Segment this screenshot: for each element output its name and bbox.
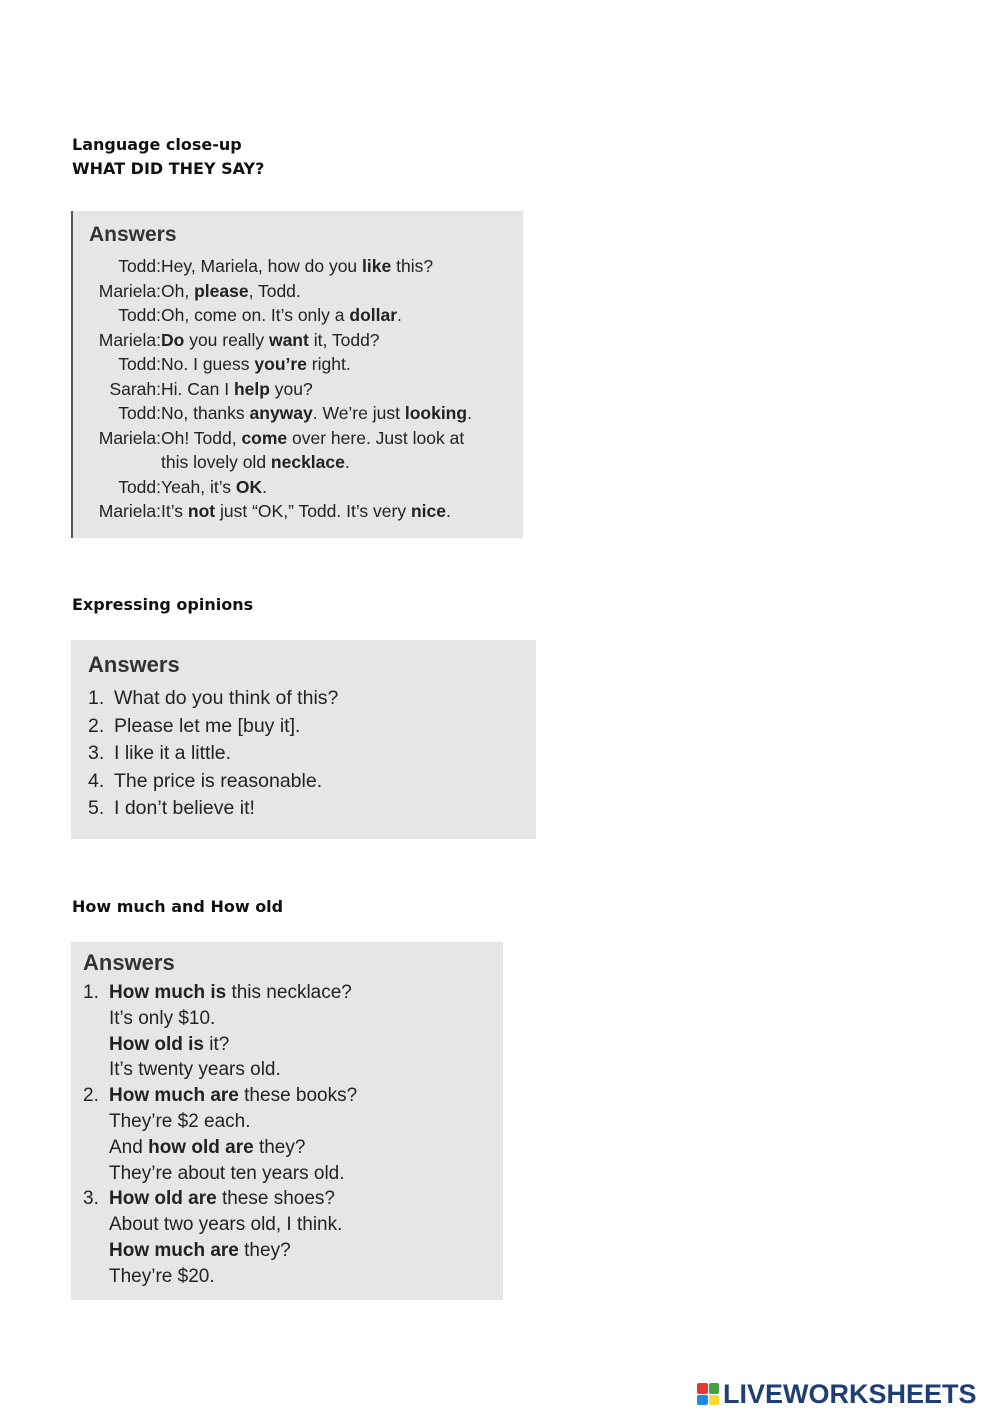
- answer-text: you really: [184, 329, 269, 350]
- answer-text: they?: [253, 1136, 306, 1158]
- answer-keyword: come: [241, 427, 288, 448]
- answer-text: this lovely old: [161, 452, 271, 472]
- item-number: [83, 1238, 109, 1264]
- logo-icon: [697, 1383, 719, 1405]
- dialogue-line: [89, 401, 523, 426]
- item-text: Please let me [buy it].: [114, 714, 301, 737]
- dialogue-text: [161, 450, 523, 475]
- speaker-name: Mariela:: [98, 501, 161, 521]
- qa-text: [109, 1161, 345, 1187]
- item-number: [83, 1161, 109, 1187]
- qa-line: [83, 1264, 503, 1290]
- answer-text: Hey, Mariela, how do you: [161, 256, 363, 276]
- answers-box-how-much: [71, 942, 503, 1300]
- answer-text: they?: [238, 1239, 291, 1261]
- qa-line: [83, 1186, 503, 1212]
- dialogue-text: [161, 279, 523, 304]
- answer-text: it, Todd?: [308, 329, 380, 350]
- answer-text: these shoes?: [216, 1188, 335, 1210]
- speaker-name: Mariela:: [98, 427, 161, 448]
- answer-text: About two years old, I think.: [109, 1214, 343, 1236]
- answer-keyword: you’re: [254, 354, 307, 374]
- speaker-name: Todd:: [118, 256, 161, 276]
- list-item: [88, 685, 536, 713]
- item-number: 2.: [88, 714, 105, 737]
- qa-text: [109, 1264, 215, 1290]
- qa-line: [83, 1006, 503, 1032]
- speaker-name: Todd:: [118, 403, 161, 423]
- item-number: [83, 1135, 109, 1161]
- speaker-name: [89, 450, 161, 475]
- answer-keyword: How much is: [109, 982, 227, 1003]
- answer-text: And: [109, 1136, 149, 1158]
- answer-keyword: anyway: [249, 403, 313, 423]
- answer-keyword: OK: [235, 476, 263, 497]
- answers-title: Answers: [88, 652, 180, 677]
- answer-text: No, thanks: [161, 403, 250, 423]
- speaker-name: Mariela:: [98, 280, 161, 301]
- item-text: I like it a little.: [114, 742, 232, 764]
- answer-text: just “OK,” Todd. It’s very: [215, 501, 411, 521]
- qa-line: [83, 1083, 503, 1109]
- speaker-name: Todd:: [118, 354, 161, 374]
- dialogue-line: [89, 352, 523, 377]
- answers-title: Answers: [83, 950, 175, 975]
- qa-line: [83, 980, 503, 1006]
- answer-text: this?: [391, 256, 434, 276]
- section-title-language: Language close-up: [72, 135, 242, 154]
- answer-text: Oh! Todd,: [161, 427, 242, 448]
- speaker-name: Sarah:: [109, 378, 161, 399]
- speaker-name: Mariela:: [98, 329, 161, 350]
- dialogue-line: [89, 450, 523, 475]
- answer-keyword: please: [194, 280, 249, 301]
- qa-line: [83, 1161, 503, 1187]
- answer-keyword: not: [187, 501, 216, 521]
- qa-text: [109, 1186, 335, 1212]
- dialogue-line: [89, 279, 523, 304]
- qa-line: [83, 1032, 503, 1058]
- dialogue-line: [89, 254, 523, 279]
- answer-keyword: looking: [404, 403, 468, 423]
- item-text: I don’t believe it!: [114, 797, 255, 819]
- section-title-opinions: Expressing opinions: [72, 595, 254, 614]
- qa-line: [83, 1212, 503, 1238]
- qa-text: [109, 1057, 281, 1083]
- dialogue-list: [89, 254, 523, 524]
- dialogue-text: [161, 377, 523, 402]
- logo-square: [709, 1395, 720, 1406]
- item-number: 5.: [88, 797, 105, 819]
- answer-text: They’re about ten years old.: [109, 1162, 345, 1184]
- answer-text: over here. Just look at: [287, 427, 465, 448]
- answer-text: .: [262, 476, 268, 497]
- answer-text: Oh,: [161, 280, 195, 301]
- item-number: [83, 1109, 109, 1135]
- dialogue-text: [161, 499, 523, 524]
- item-text: The price is reasonable.: [114, 769, 323, 792]
- opinions-list: [88, 685, 536, 823]
- dialogue-text: [161, 475, 523, 500]
- answer-text: It’s: [161, 501, 188, 521]
- item-number: 1.: [83, 982, 99, 1003]
- answer-text: , Todd.: [248, 280, 301, 301]
- answer-keyword: necklace: [270, 452, 345, 472]
- qa-text: [109, 1212, 342, 1238]
- section-title-how-much: How much and How old: [72, 897, 284, 916]
- answer-keyword: nice: [410, 501, 446, 521]
- item-number: 3.: [88, 742, 105, 764]
- answer-keyword: How much are: [109, 1085, 239, 1107]
- answer-text: No. I guess: [161, 354, 255, 374]
- dialogue-line: [89, 499, 523, 524]
- list-item: [88, 740, 536, 768]
- logo-square: [697, 1395, 708, 1406]
- answer-keyword: How old is: [109, 1033, 204, 1055]
- dialogue-text: [161, 352, 523, 377]
- logo-square: [697, 1383, 708, 1394]
- answer-text: .: [344, 452, 350, 472]
- dialogue-text: [161, 254, 523, 279]
- qa-text: [109, 1238, 291, 1264]
- qa-text: [109, 1083, 357, 1109]
- item-number: [83, 1057, 109, 1083]
- qa-text: [109, 1109, 251, 1135]
- answer-text: They’re $20.: [109, 1265, 215, 1287]
- item-number: [83, 1264, 109, 1290]
- answer-text: Hi. Can I: [161, 378, 234, 399]
- qa-list: [83, 980, 503, 1290]
- answer-text: right.: [306, 354, 351, 374]
- item-number: 3.: [83, 1188, 99, 1210]
- answer-keyword: like: [362, 256, 392, 276]
- dialogue-text: [161, 401, 523, 426]
- dialogue-text: [161, 328, 523, 353]
- dialogue-line: [89, 303, 523, 328]
- qa-text: [109, 980, 352, 1006]
- dialogue-text: [161, 426, 523, 451]
- qa-line: [83, 1057, 503, 1083]
- section-subtitle: WHAT DID THEY SAY?: [72, 159, 265, 178]
- answer-text: these books?: [238, 1085, 358, 1107]
- answers-box-dialogue: [71, 211, 523, 538]
- list-item: [88, 768, 536, 796]
- dialogue-text: [161, 303, 523, 328]
- item-number: 2.: [83, 1085, 99, 1107]
- item-text: What do you think of this?: [114, 687, 339, 709]
- answers-title: Answers: [89, 223, 177, 246]
- item-number: [83, 1032, 109, 1058]
- logo-text: LIVEWORKSHEETS: [723, 1378, 977, 1409]
- item-number: 1.: [88, 687, 105, 709]
- qa-text: [109, 1006, 215, 1032]
- answer-text: . We’re just: [312, 403, 405, 423]
- dialogue-line: [89, 475, 523, 500]
- list-item: [88, 713, 536, 741]
- item-number: [83, 1006, 109, 1032]
- item-number: [83, 1212, 109, 1238]
- answer-keyword: Do: [161, 329, 185, 350]
- qa-text: [109, 1032, 229, 1058]
- item-number: 4.: [88, 769, 105, 792]
- qa-text: [109, 1135, 305, 1161]
- dialogue-line: [89, 426, 523, 451]
- qa-line: [83, 1109, 503, 1135]
- answers-box-opinions: [71, 640, 536, 839]
- answer-keyword: want: [268, 329, 309, 350]
- speaker-name: Todd:: [118, 305, 161, 325]
- answer-keyword: how old are: [148, 1136, 254, 1158]
- answer-keyword: How much are: [109, 1239, 239, 1261]
- answer-text: They’re $2 each.: [109, 1110, 251, 1132]
- answer-text: .: [467, 403, 472, 423]
- answer-text: it?: [204, 1033, 230, 1055]
- answer-text: It’s only $10.: [109, 1007, 216, 1029]
- dialogue-line: [89, 328, 523, 353]
- qa-line: [83, 1135, 503, 1161]
- answer-text: this necklace?: [226, 982, 352, 1003]
- list-item: [88, 795, 536, 823]
- speaker-name: Todd:: [118, 476, 161, 497]
- answer-keyword: help: [233, 378, 270, 399]
- answer-text: Yeah, it’s: [161, 476, 236, 497]
- answer-text: .: [397, 305, 402, 325]
- answer-text: It’s twenty years old.: [109, 1059, 281, 1081]
- dialogue-line: [89, 377, 523, 402]
- answer-keyword: How old are: [109, 1188, 217, 1210]
- qa-line: [83, 1238, 503, 1264]
- answer-text: you?: [269, 378, 313, 399]
- answer-keyword: dollar: [349, 305, 398, 325]
- logo-square: [709, 1383, 720, 1394]
- answer-text: Oh, come on. It’s only a: [161, 305, 350, 325]
- answer-text: .: [445, 501, 451, 521]
- liveworksheets-logo[interactable]: [697, 1376, 977, 1412]
